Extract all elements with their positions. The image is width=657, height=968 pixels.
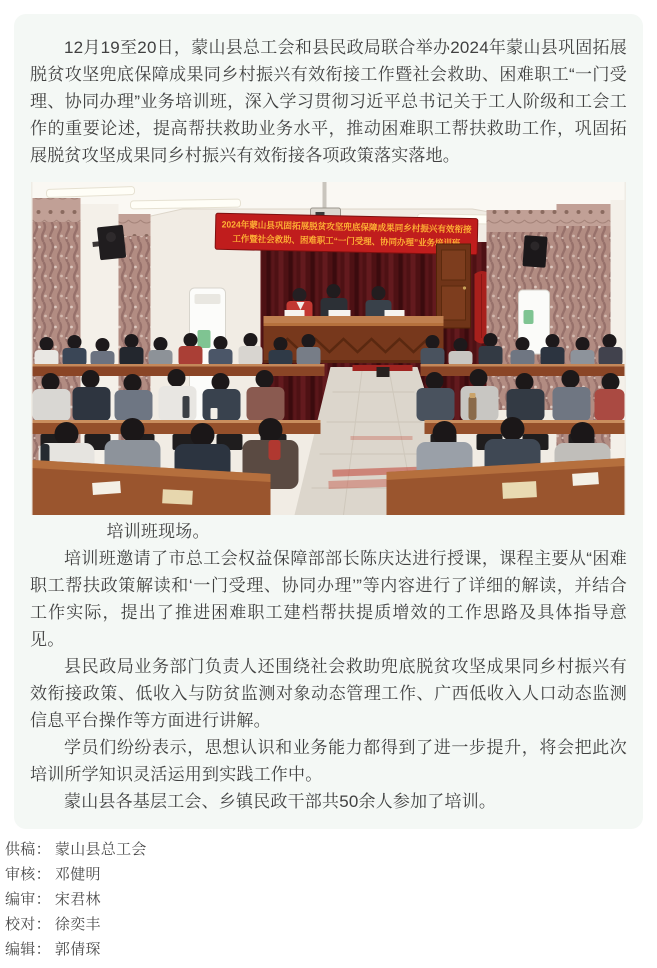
photo-caption: 培训班现场。 <box>106 522 210 541</box>
training-photo <box>31 182 626 515</box>
credit-chief-editor <box>5 887 657 912</box>
credit-label: 供稿： <box>5 841 51 858</box>
body-paragraph-4: 学员们纷纷表示，思想认识和业务能力都得到了进一步提升，将会把此次培训所学知识灵活运用到实践工作中。 <box>30 738 627 784</box>
credit-value: 徐奕丰 <box>54 916 101 933</box>
led-banner-line2: 工作暨社会救助、困难职工“一门受理、协同办理”业务培训班 <box>232 233 476 249</box>
training-photo-scene <box>31 182 626 515</box>
door <box>437 244 471 328</box>
credits-section <box>0 829 657 968</box>
article-card <box>14 14 643 829</box>
credit-label: 编辑： <box>5 941 51 958</box>
credit-label: 审核： <box>5 866 51 883</box>
article-page <box>0 14 657 968</box>
credit-editor <box>5 937 657 962</box>
speaker-right-icon <box>522 235 547 268</box>
credit-value: 蒙山县总工会 <box>54 841 147 858</box>
body-paragraph-5: 蒙山县各基层工会、乡镇民政干部共50余人参加了培训。 <box>64 792 497 811</box>
credit-value: 邓健明 <box>54 866 101 883</box>
credit-reviewer <box>5 862 657 887</box>
body-paragraph-2: 培训班邀请了市总工会权益保障部部长陈庆达进行授课，课程主要从“困难职工帮扶政策解读和‘一门受理、协同办理’”等内容进行了详细的解读，并结合工作实际，提出了推进困难职工建档帮扶提质增效的工作思路及具体指导意见。 <box>30 549 627 649</box>
intro-paragraph: 12月19至20日，蒙山县总工会和县民政局联合举办2024年蒙山县巩固拓展脱贫攻坚兜底保障成果同乡村振兴有效衔接工作暨社会救助、困难职工“一门受理、协同办理”业务培训班，深入学习贯彻习近平总书记关于工人阶级和工会工作的重要论述，提高帮扶救助业务水平，推动困难职工帮扶救助工作，巩固拓展脱贫攻坚成果同乡村振兴有效衔接各项政策落实落地。 <box>30 38 627 165</box>
credit-label: 编审： <box>5 891 51 908</box>
credit-label: 校对： <box>5 916 51 933</box>
credit-contributor <box>5 837 657 862</box>
led-banner-line1: 2024年蒙山县巩固拓展脱贫攻坚兜底保障成果同乡村振兴有效衔接 <box>221 219 485 235</box>
body-paragraph-3: 县民政局业务部门负责人还围绕社会救助兜底脱贫攻坚成果同乡村振兴有效衔接政策、低收入与防贫监测对象动态管理工作、广西低收入人口动态监测信息平台操作等方面进行讲解。 <box>30 657 627 730</box>
credit-value: 宋君林 <box>54 891 101 908</box>
credit-proofreader <box>5 912 657 937</box>
credit-value: 郭倩琛 <box>54 941 101 958</box>
